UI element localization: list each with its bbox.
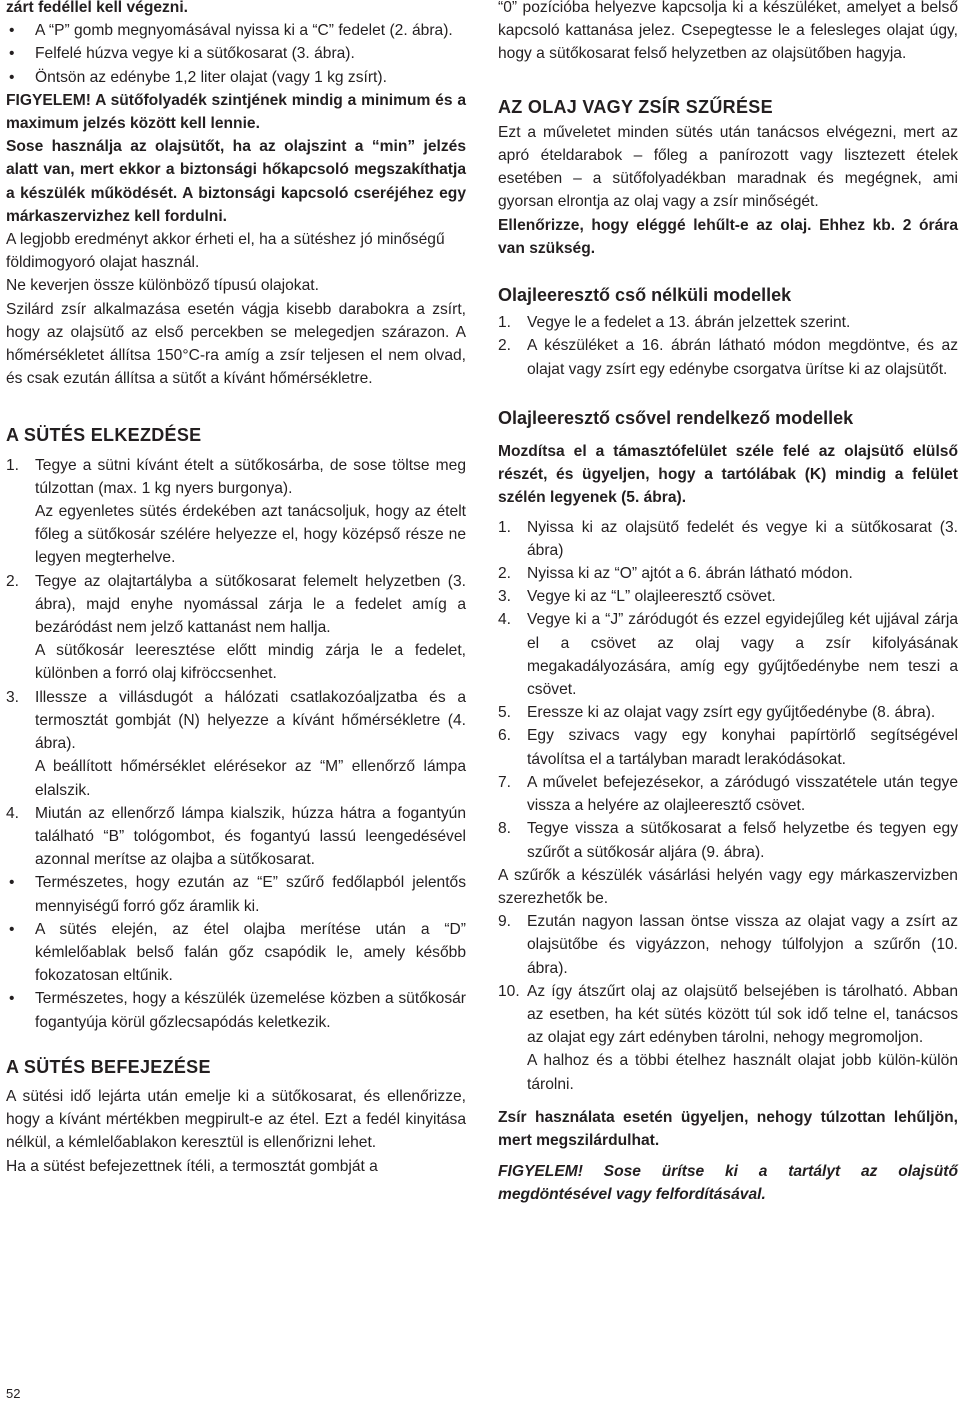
- list-item: 2. Nyissa ki az “O” ajtót a 6. ábrán látható módon.: [498, 565, 853, 583]
- heading-with-tube: Olajleeresztő csővel rendelkező modellek: [498, 407, 854, 428]
- step-note: A sütőkosár leeresztése előtt mindig zárja le a fedelet, különben a forró olaj kifröccsenhet.: [35, 642, 466, 683]
- paragraph-mixing: Ne keverjen össze különböző típusú olajokat.: [6, 277, 319, 295]
- list-item: • Öntsön az edénybe 1,2 liter olajat (vagy 1 kg zsírt).: [6, 66, 466, 89]
- paragraph-cooling: Ellenőrizze, hogy eléggé lehűlt-e az olaj. Ehhez kb. 2 órára van szükség.: [498, 216, 958, 257]
- paragraph-filter-note: A szűrők a készülék vásárlási helyén vagy egy márkaszervizben szerezhetők be.: [498, 866, 958, 907]
- step-note: A halhoz és a többi ételhez használt olajat jobb külön-külön tárolni.: [527, 1052, 958, 1093]
- paragraph-tube-setup: Mozdítsa el a támasztófelület széle felé az olajsütő elülső részét, és ügyeljen, hogy a tartólábak (K) mindig a felület szélén legyenek (5. ábra).: [498, 443, 958, 507]
- list-item: 7. A művelet befejezésekor, a záródugó visszatétele után tegye vissza a helyére az olajleeresztő csövet.: [498, 773, 958, 815]
- step-note: A beállított hőmérséklet elérésekor az “M” ellenőrző lámpa elalszik.: [35, 758, 466, 799]
- list-item: 3. Illessze a villásdugót a hálózati csatlakozóaljzatba és a termosztát gombját (N) helyezze a kívánt hőmérsékletre (4. ábra).: [6, 688, 466, 753]
- page-number: 52: [6, 1386, 21, 1401]
- list-item: • Természetes, hogy a készülék üzemelése közben a sütőkosár fogantyúja körül gőzlecsapódás keletkezik.: [6, 987, 466, 1033]
- paragraph-best-results: A legjobb eredményt akkor érheti el, ha a sütéshez jó minőségű földimogyoró olajat használ.: [6, 231, 445, 272]
- intro-heading-tail: zárt fedéllel kell végezni.: [6, 0, 189, 16]
- start-steps-list: [6, 454, 466, 872]
- list-item: 3. Vegye ki az “L” olajleeresztő csövet.: [498, 588, 776, 606]
- tube-steps-list: [498, 516, 958, 864]
- warning-min-level: Sose használja az olajsütőt, ha az olajszint a “min” jelzés alatt van, mert ekkor a biztonsági hőkapcsoló megszakíthatja a készülék működését. A biztonsági kapcsoló cseréjéhez egy márkaszervizhez kell fordulni.: [6, 138, 466, 225]
- paragraph-continued: “0” pozícióba helyezve kapcsolja ki a készüléket, amelyet a belső kapcsoló kattanása jelez. Csepegtesse le a felesleges olajat úgy, hogy a sütőkosarat felső helyzetben az olajsütőben hagyja.: [498, 0, 958, 63]
- heading-no-tube: Olajleeresztő cső nélküli modellek: [498, 285, 792, 306]
- list-item: 1. Tegye a sütni kívánt ételt a sütőkosárba, de sose töltse meg túlzottan (max. 1 kg nyers burgonya).: [6, 456, 466, 497]
- bullet-icon: •: [9, 990, 15, 1008]
- paragraph-final-warning: FIGYELEM! Sose ürítse ki a tartályt az olajsütő megdöntésével vagy felfordításával.: [498, 1163, 958, 1204]
- bullet-icon: •: [9, 68, 15, 86]
- paragraph-filtering: Ezt a műveletet minden sütés után tanácsos elvégezni, mert az apró ételdarabok – főleg a panírozott vagy lisztezett ételek esetében – a sütőfolyadékban maradnak és megégnek, ami gyorsan elrontja az olaj vagy a zsír minőségét.: [498, 123, 958, 211]
- list-item: 10. Az így átszűrt olaj az olajsütő belsejében is tárolható. Abban az esetben, ha két sütés között túl sok idő telne el, tanácsos az olajat egy zárt edényben tárolni, nehogy megromoljon.: [498, 982, 958, 1047]
- list-item: 5. Eressze ki az olajat vagy zsírt egy gyűjtőedénybe (8. ábra).: [498, 704, 936, 722]
- list-item: 6. Egy szivacs vagy egy konyhai papírtörlő segítségével távolítsa el a tartályban maradt lerakódásokat.: [498, 727, 958, 768]
- heading-filtering: AZ OLAJ VAGY ZSÍR SZŰRÉSE: [498, 96, 773, 117]
- bullet-icon: •: [9, 920, 15, 938]
- warning-oil-level: FIGYELEM! A sütőfolyadék szintjének mindig a minimum és a maximum jelzés között kell lennie.: [6, 91, 466, 133]
- paragraph-end-2: Ha a sütést befejezettnek ítéli, a termosztát gombját a: [6, 1157, 378, 1175]
- list-item: 9. Ezután nagyon lassan öntse vissza az olajat vagy a zsírt az olajsütőbe és vigyázzon, nehogy túlfolyjon a szűrőn (10. ábra).: [498, 913, 958, 977]
- list-item: 4. Vegye ki a “J” záródugót és ezzel egyidejűleg két ujjával zárja el a csövet az olaj vagy a zsír kifolyásának megakadályozására, amíg egy gyűjtőedénybe nem teszi a csövet.: [498, 611, 958, 699]
- bullet-icon: •: [9, 45, 15, 63]
- paragraph-end-1: A sütési idő lejárta után emelje ki a sütőkosarat, és ellenőrizze, hogy a kívánt mértékben megpirult-e az étel. Ezt a fedél kinyitása nélkül, a kémlelőablakon keresztül is ellenőrizni lehet.: [6, 1087, 466, 1152]
- bullet-icon: •: [9, 22, 15, 40]
- list-item: • A “P” gomb megnyomásával nyissa ki a “C” fedelet (2. ábra).: [6, 19, 466, 42]
- list-item: 8. Tegye vissza a sütőkosarat a felső helyzetbe és tegyen egy szűrőt a sütőkosár aljára (9. ábra).: [498, 820, 958, 861]
- list-item: • A sütés elején, az étel olajba merítése után a “D” kémlelőablak belső falán gőz csapódik le, amely később fokozatosan eltűnik.: [6, 918, 466, 988]
- list-item: 1. Vegye le a fedelet a 13. ábrán jelzettek szerint.: [498, 314, 851, 332]
- heading-end-frying: A SÜTÉS BEFEJEZÉSE: [6, 1056, 211, 1077]
- list-item: 4. Miután az ellenőrző lámpa kialszik, húzza hátra a fogantyún található “B” tológombot, és fogantyú lassú leengedésével azonnal merítse az olajba a sütőkosarat.: [6, 804, 466, 869]
- paragraph-solid-fat: Szilárd zsír alkalmazása esetén vágja kisebb darabokra a zsírt, hogy az olajsütő az első percekben se melegedjen szárazon. A hőmérsékletet állítsa 150°C-ra amíg a zsír teljesen el nem olvad, és csak ezután állítsa a sütőt a kívánt hőmérsékletre.: [6, 300, 466, 388]
- paragraph-fat-warning: Zsír használata esetén ügyeljen, nehogy túlzottan lehűljön, mert megszilárdulhat.: [498, 1108, 958, 1149]
- left-column: [6, 0, 466, 1178]
- bullet-icon: •: [9, 874, 15, 892]
- bullet-list-prep: [6, 19, 466, 89]
- list-item: • Természetes, hogy ezután az “E” szűrő fedőlapból jelentős mennyiségű forró gőz áramlik ki.: [6, 871, 466, 917]
- heading-start-frying: A SÜTÉS ELKEZDÉSE: [6, 425, 202, 446]
- right-column: [498, 0, 958, 1207]
- no-tube-steps-list: [498, 311, 958, 381]
- list-item: 1. Nyissa ki az olajsütő fedelét és vegye ki a sütőkosarat (3. ábra): [498, 518, 958, 559]
- list-item: • Felfelé húzva vegye ki a sütőkosarat (3. ábra).: [6, 42, 466, 65]
- list-item: 2. A készüléket a 16. ábrán látható módon megdöntve, és az olajat vagy zsírt egy edénybe csorgatva ürítse ki az olajsütőt.: [498, 337, 958, 378]
- list-item: 2. Tegye az olajtartályba a sütőkosarat felemelt helyzetben (3. ábra), majd enyhe nyomással zárja le a fedelet amíg a bezáródást nem jelző kattanást nem hallja.: [6, 572, 466, 637]
- step-note: Az egyenletes sütés érdekében azt tanácsoljuk, hogy az ételt főleg a sütőkosár szélére helyezze el, hogy középső része ne legyen megterhelve.: [35, 503, 466, 567]
- tube-steps-list-2: [498, 910, 958, 1096]
- bullet-list-steam: [6, 871, 466, 1033]
